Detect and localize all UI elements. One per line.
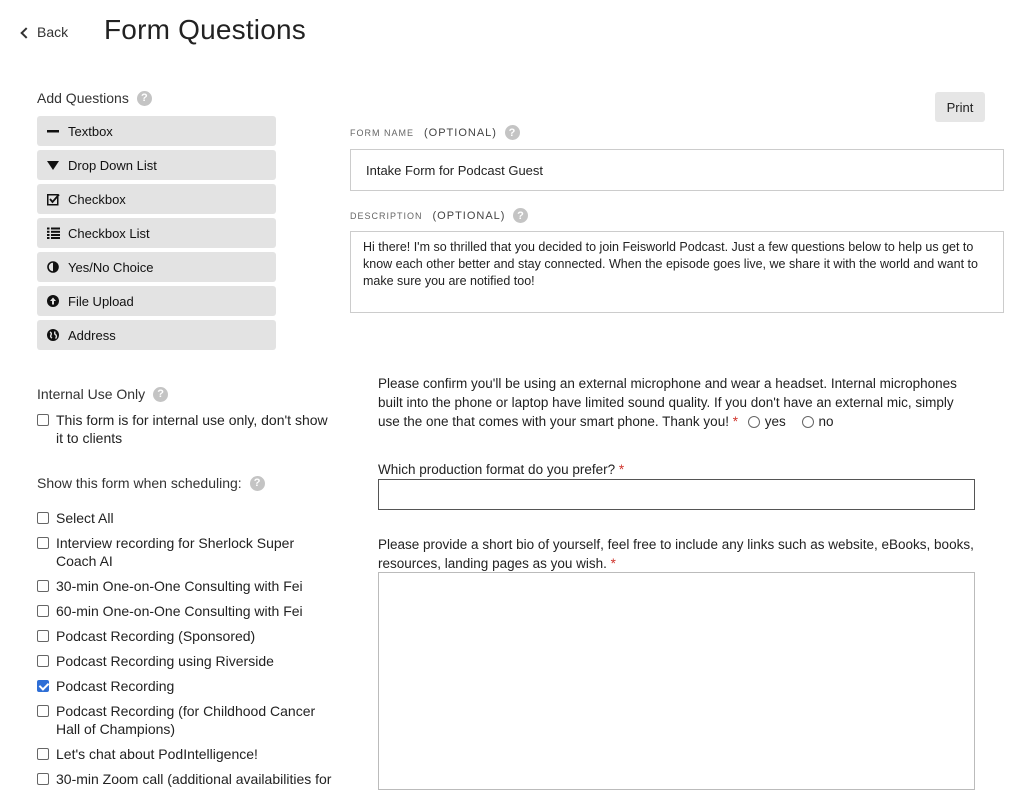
- scheduling-list: [37, 509, 337, 788]
- internal-use-heading: Internal Use Only ?: [37, 386, 337, 402]
- bio-answer-textarea[interactable]: [378, 572, 975, 790]
- required-mark: *: [610, 556, 616, 571]
- scheduling-option[interactable]: [37, 602, 337, 620]
- scheduling-option-label: Let's chat about PodIntelligence!: [56, 746, 258, 762]
- scheduling-option-label: Podcast Recording (Sponsored): [56, 628, 256, 644]
- checkbox-list-icon: [46, 226, 60, 240]
- add-textbox-button[interactable]: Textbox: [37, 116, 276, 146]
- radio-no[interactable]: [802, 416, 814, 428]
- yes-no-icon: [46, 260, 60, 274]
- scheduling-checkbox[interactable]: [37, 605, 49, 617]
- upload-icon: [46, 294, 60, 308]
- internal-use-option[interactable]: This form is for internal use only, don't show it to clients: [37, 411, 337, 447]
- form-name-input[interactable]: Intake Form for Podcast Guest: [350, 149, 1004, 191]
- add-checkbox-list-button[interactable]: Checkbox List: [37, 218, 276, 248]
- textbox-icon: [46, 124, 60, 138]
- help-icon[interactable]: ?: [505, 125, 520, 140]
- scheduling-option-label: Select All: [56, 510, 114, 526]
- add-file-upload-button[interactable]: File Upload: [37, 286, 276, 316]
- page-title: Form Questions: [104, 14, 306, 45]
- scheduling-option[interactable]: [37, 627, 337, 645]
- radio-yes-label: yes: [764, 414, 786, 429]
- scheduling-option[interactable]: [37, 702, 337, 738]
- description-label: DESCRIPTION (OPTIONAL) ?: [350, 208, 528, 223]
- scheduling-checkbox[interactable]: [37, 705, 49, 717]
- scheduling-checkbox[interactable]: [37, 773, 49, 785]
- scheduling-heading: Show this form when scheduling: ?: [37, 475, 337, 491]
- scheduling-option-label: Interview recording for Sherlock Super Coach AI: [56, 535, 295, 569]
- scheduling-option[interactable]: [37, 534, 337, 570]
- scheduling-option[interactable]: [37, 745, 337, 763]
- question-microphone: Please confirm you'll be using an external microphone and wear a headset. Internal microphones built into the phone or laptop have limited sound quality. If you don't have an external mic, simply use the one that comes with your smart phone. Thank you! * yes no: [378, 376, 957, 429]
- help-icon[interactable]: ?: [513, 208, 528, 223]
- scheduling-checkbox[interactable]: [37, 512, 49, 524]
- add-dropdown-button[interactable]: Drop Down List: [37, 150, 276, 180]
- left-panel: [37, 90, 337, 788]
- required-mark: *: [618, 462, 625, 477]
- scheduling-checkbox[interactable]: [37, 680, 49, 692]
- back-label: Back: [37, 24, 69, 40]
- scheduling-option-label: 30-min One-on-One Consulting with Fei: [56, 578, 303, 594]
- scheduling-option[interactable]: [37, 577, 337, 595]
- scheduling-option[interactable]: [37, 509, 337, 527]
- help-icon[interactable]: ?: [153, 387, 168, 402]
- scheduling-option-label: 30-min Zoom call (additional availabilities for: [56, 771, 332, 787]
- scheduling-option-label: Podcast Recording: [56, 678, 175, 694]
- scheduling-checkbox[interactable]: [37, 580, 49, 592]
- radio-yes[interactable]: [748, 416, 760, 428]
- checkbox-icon: [46, 192, 60, 206]
- help-icon[interactable]: ?: [137, 91, 152, 106]
- radio-no-label: no: [818, 414, 834, 429]
- scheduling-checkbox[interactable]: [37, 630, 49, 642]
- add-questions-heading: Add Questions ?: [37, 90, 337, 106]
- add-yes-no-button[interactable]: Yes/No Choice: [37, 252, 276, 282]
- form-name-label: FORM NAME (OPTIONAL) ?: [350, 125, 520, 140]
- help-icon[interactable]: ?: [250, 476, 265, 491]
- add-checkbox-button[interactable]: Checkbox: [37, 184, 276, 214]
- question-type-list: [37, 116, 337, 350]
- scheduling-checkbox[interactable]: [37, 655, 49, 667]
- dropdown-icon: [46, 158, 60, 172]
- scheduling-checkbox[interactable]: [37, 537, 49, 549]
- required-mark: *: [732, 414, 738, 429]
- scheduling-option-label: Podcast Recording (for Childhood Cancer Hall of Champions): [56, 703, 316, 737]
- scheduling-option[interactable]: [37, 652, 337, 670]
- scheduling-option[interactable]: [37, 677, 337, 695]
- scheduling-option-label: Podcast Recording using Riverside: [56, 653, 274, 669]
- question-format: Which production format do you prefer? *: [378, 462, 625, 477]
- scheduling-option[interactable]: [37, 770, 337, 788]
- back-button[interactable]: [22, 24, 68, 40]
- format-answer-input[interactable]: [378, 479, 975, 510]
- question-bio: Please provide a short bio of yourself, feel free to include any links such as website, eBooks, books, resources, landing pages as you wish. *: [378, 537, 974, 571]
- internal-use-checkbox[interactable]: [37, 414, 49, 426]
- globe-icon: [46, 328, 60, 342]
- chevron-left-icon: [20, 27, 31, 38]
- scheduling-checkbox[interactable]: [37, 748, 49, 760]
- scheduling-option-label: 60-min One-on-One Consulting with Fei: [56, 603, 303, 619]
- description-textarea[interactable]: Hi there! I'm so thrilled that you decided to join Feisworld Podcast. Just a few questions below to help us get to know each other better and stay connected. When the episode goes live, we share it with the world and want to make sure you are notified too!: [350, 231, 1004, 313]
- print-button[interactable]: Print: [935, 92, 985, 122]
- add-address-button[interactable]: Address: [37, 320, 276, 350]
